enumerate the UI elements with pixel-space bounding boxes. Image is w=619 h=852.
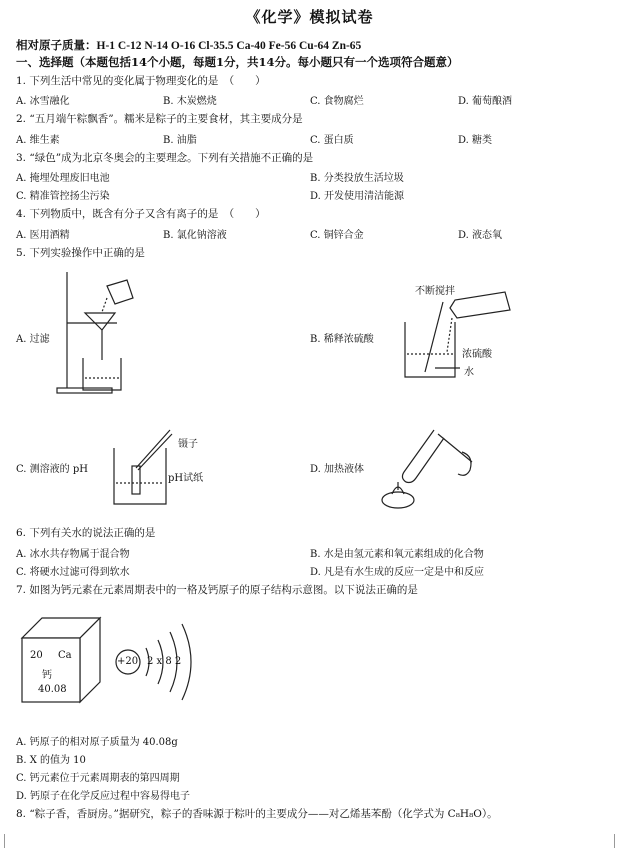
element-symbol: Ca — [58, 650, 72, 661]
q1-stem: 1. 下列生活中常见的变化属于物理变化的是 （ ） — [16, 75, 266, 87]
element-name: 钙 — [42, 670, 52, 681]
filtration-apparatus — [55, 268, 165, 398]
atomic-number: 20 — [30, 650, 43, 661]
q3-stem: 3. “绿色”成为北京冬奥会的主要理念。下列有关措施不正确的是 — [16, 152, 314, 164]
atomic-mass: 40.08 — [38, 684, 67, 695]
atomic-masses: 相对原子质量：H-1 C-12 N-14 O-16 Cl-35.5 Ca-40 Fe-56 Cu-64 Zn-65 — [16, 40, 362, 52]
q5-option-d: D. 加热液体 — [310, 464, 365, 475]
electron-shells: 2 x 8 2 — [147, 656, 182, 667]
q2-option-c: C. 蛋白质 — [310, 135, 354, 146]
section-heading: 一、选择题（本题包括14个小题，每题1分，共14分。每小题只有一个选项符合题意） — [16, 55, 459, 69]
q1-option-b: B. 木炭燃烧 — [163, 96, 217, 107]
q6-stem: 6. 下列有关水的说法正确的是 — [16, 527, 156, 539]
q6-option-d: D. 凡是有水生成的反应一定是中和反应 — [310, 567, 485, 578]
q7-option-b: B. X 的值为 10 — [16, 755, 86, 766]
q6-option-a: A. 冰水共存物属于混合物 — [16, 549, 130, 560]
q5-option-a: A. 过滤 — [16, 334, 50, 345]
q6-option-b: B. 水是由氢元素和氧元素组成的化合物 — [310, 549, 484, 560]
acid-label: 浓硫酸 — [462, 349, 492, 360]
q7-option-d: D. 钙原子在化学反应过程中容易得电子 — [16, 791, 191, 802]
q7-stem: 7. 如图为钙元素在元素周期表中的一格及钙原子的原子结构示意图。以下说法正确的是 — [16, 584, 418, 596]
q3-option-b: B. 分类投放生活垃圾 — [310, 173, 404, 184]
q2-option-a: A. 维生素 — [16, 135, 60, 146]
q2-option-b: B. 油脂 — [163, 135, 197, 146]
q5-option-b: B. 稀释浓硫酸 — [310, 334, 374, 345]
nucleus-charge: +20 — [117, 656, 139, 667]
water-label: 水 — [464, 367, 474, 378]
ph-paper-label: pH试纸 — [168, 473, 204, 484]
q5-option-c: C. 测溶液的 pH — [16, 464, 88, 475]
q4-option-a: A. 医用酒精 — [16, 230, 70, 241]
q2-option-d: D. 糖类 — [458, 135, 493, 146]
stir-label: 不断搅拌 — [415, 286, 455, 297]
page-title: 《化学》模拟试卷 — [245, 8, 374, 26]
heating-apparatus — [372, 422, 482, 514]
q3-option-c: C. 精准管控扬尘污染 — [16, 191, 110, 202]
q1-option-c: C. 食物腐烂 — [310, 96, 364, 107]
tweezers-label: 镊子 — [178, 439, 198, 450]
q1-option-d: D. 葡萄酿酒 — [458, 96, 513, 107]
q3-option-d: D. 开发使用清洁能源 — [310, 191, 405, 202]
q4-option-b: B. 氯化钠溶液 — [163, 230, 227, 241]
q7-option-a: A. 钙原子的相对原子质量为 40.08g — [16, 737, 178, 748]
corner-mark-right — [602, 834, 615, 848]
q2-stem: 2. “五月端午粽飘香”。糯米是粽子的主要食材，其主要成分是 — [16, 113, 303, 125]
q8-stem: 8. “粽子香，香厨房。”据研究，粽子的香味源于粽叶的主要成分——对乙烯基苯酚（化学式为 C₈H₈O）。 — [16, 808, 498, 820]
q1-option-a: A. 冰雪融化 — [16, 96, 70, 107]
q6-option-c: C. 将硬水过滤可得到软水 — [16, 567, 130, 578]
q5-stem: 5. 下列实验操作中正确的是 — [16, 247, 145, 259]
corner-mark-left — [4, 834, 17, 848]
q4-stem: 4. 下列物质中，既含有分子又含有离子的是 （ ） — [16, 208, 266, 220]
q4-option-d: D. 液态氧 — [458, 230, 503, 241]
q3-option-a: A. 掩埋处理废旧电池 — [16, 173, 110, 184]
q7-option-c: C. 钙元素位于元素周期表的第四周期 — [16, 773, 180, 784]
q4-option-c: C. 铜锌合金 — [310, 230, 364, 241]
